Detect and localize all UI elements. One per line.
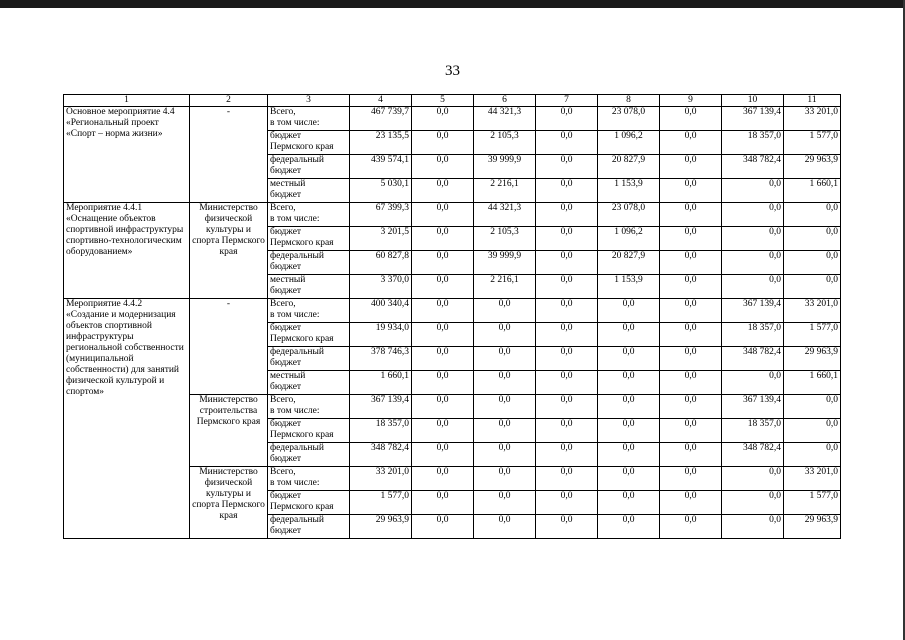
- amount-cell: 0,0: [660, 419, 722, 443]
- table-row: [64, 107, 841, 131]
- amount-cell: 1 660,1: [350, 371, 412, 395]
- amount-cell: 348 782,4: [350, 443, 412, 467]
- funding-source-cell: бюджет Пермского края: [268, 491, 350, 515]
- amount-cell: 18 357,0: [350, 419, 412, 443]
- funding-source-cell: Всего, в том числе:: [268, 107, 350, 131]
- amount-cell: 0,0: [536, 467, 598, 491]
- amount-cell: 0,0: [412, 131, 474, 155]
- amount-cell: 44 321,3: [474, 203, 536, 227]
- amount-cell: 0,0: [536, 179, 598, 203]
- amount-cell: 0,0: [536, 347, 598, 371]
- amount-cell: 0,0: [660, 299, 722, 323]
- amount-cell: 0,0: [412, 203, 474, 227]
- amount-cell: 0,0: [474, 299, 536, 323]
- amount-cell: 0,0: [536, 515, 598, 539]
- amount-cell: 0,0: [536, 275, 598, 299]
- funding-source-cell: федеральный бюджет: [268, 515, 350, 539]
- amount-cell: 5 030,1: [350, 179, 412, 203]
- amount-cell: 0,0: [536, 227, 598, 251]
- activity-name-cell: Основное мероприятие 4.4 «Региональный проект «Спорт – норма жизни»: [64, 107, 190, 203]
- funding-source-cell: местный бюджет: [268, 275, 350, 299]
- amount-cell: 0,0: [474, 491, 536, 515]
- column-number-cell: 3: [268, 95, 350, 107]
- amount-cell: 1 577,0: [784, 491, 841, 515]
- amount-cell: 0,0: [598, 323, 660, 347]
- amount-cell: 18 357,0: [722, 419, 784, 443]
- funding-source-cell: местный бюджет: [268, 371, 350, 395]
- amount-cell: 0,0: [784, 275, 841, 299]
- scan-top-edge: [0, 0, 905, 8]
- amount-cell: 1 577,0: [350, 491, 412, 515]
- amount-cell: 20 827,9: [598, 155, 660, 179]
- amount-cell: 0,0: [660, 131, 722, 155]
- amount-cell: 0,0: [660, 371, 722, 395]
- amount-cell: 0,0: [660, 323, 722, 347]
- amount-cell: 29 963,9: [784, 155, 841, 179]
- amount-cell: 367 139,4: [350, 395, 412, 419]
- funding-source-cell: Всего, в том числе:: [268, 299, 350, 323]
- amount-cell: 23 078,0: [598, 203, 660, 227]
- funding-source-cell: бюджет Пермского края: [268, 227, 350, 251]
- table-row: [64, 299, 841, 323]
- funding-source-cell: Всего, в том числе:: [268, 395, 350, 419]
- budget-table: [63, 94, 841, 539]
- amount-cell: 0,0: [536, 491, 598, 515]
- amount-cell: 0,0: [598, 299, 660, 323]
- amount-cell: 3 370,0: [350, 275, 412, 299]
- amount-cell: 0,0: [598, 371, 660, 395]
- amount-cell: 0,0: [722, 491, 784, 515]
- amount-cell: 0,0: [784, 419, 841, 443]
- amount-cell: 0,0: [536, 131, 598, 155]
- amount-cell: 0,0: [722, 203, 784, 227]
- column-number-cell: 2: [190, 95, 268, 107]
- amount-cell: 18 357,0: [722, 131, 784, 155]
- amount-cell: 348 782,4: [722, 347, 784, 371]
- amount-cell: 0,0: [660, 275, 722, 299]
- executor-cell: Министерство физической культуры и спорта Пермского края: [190, 203, 268, 299]
- amount-cell: 0,0: [784, 443, 841, 467]
- amount-cell: 0,0: [412, 443, 474, 467]
- amount-cell: 0,0: [784, 395, 841, 419]
- amount-cell: 0,0: [412, 371, 474, 395]
- amount-cell: 0,0: [660, 467, 722, 491]
- amount-cell: 0,0: [722, 275, 784, 299]
- amount-cell: 0,0: [722, 251, 784, 275]
- column-number-row: [64, 95, 841, 107]
- funding-source-cell: бюджет Пермского края: [268, 131, 350, 155]
- amount-cell: 0,0: [784, 227, 841, 251]
- column-number-cell: 4: [350, 95, 412, 107]
- table-body: [64, 95, 841, 539]
- amount-cell: 18 357,0: [722, 323, 784, 347]
- amount-cell: 0,0: [660, 107, 722, 131]
- amount-cell: 0,0: [722, 371, 784, 395]
- amount-cell: 33 201,0: [350, 467, 412, 491]
- amount-cell: 23 078,0: [598, 107, 660, 131]
- amount-cell: 348 782,4: [722, 155, 784, 179]
- amount-cell: 1 577,0: [784, 131, 841, 155]
- amount-cell: 0,0: [598, 347, 660, 371]
- amount-cell: 348 782,4: [722, 443, 784, 467]
- funding-source-cell: местный бюджет: [268, 179, 350, 203]
- activity-name-cell: Мероприятие 4.4.2 «Создание и модернизация объектов спортивной инфраструктуры региональной собственности (муниципальной собственности) для занятий физической культурой и спортом»: [64, 299, 190, 539]
- amount-cell: 0,0: [660, 251, 722, 275]
- amount-cell: 0,0: [784, 251, 841, 275]
- amount-cell: 1 153,9: [598, 275, 660, 299]
- column-number-cell: 1: [64, 95, 190, 107]
- amount-cell: 0,0: [660, 155, 722, 179]
- amount-cell: 0,0: [412, 419, 474, 443]
- amount-cell: 0,0: [598, 515, 660, 539]
- funding-source-cell: федеральный бюджет: [268, 347, 350, 371]
- amount-cell: 0,0: [660, 443, 722, 467]
- table-row: [64, 203, 841, 227]
- amount-cell: 39 999,9: [474, 251, 536, 275]
- amount-cell: 0,0: [536, 203, 598, 227]
- amount-cell: 0,0: [474, 515, 536, 539]
- amount-cell: 2 216,1: [474, 179, 536, 203]
- amount-cell: 0,0: [536, 251, 598, 275]
- activity-name-cell: Мероприятие 4.4.1 «Оснащение объектов спортивной инфраструктуры спортивно-технологическим оборудованием»: [64, 203, 190, 299]
- amount-cell: 0,0: [722, 467, 784, 491]
- column-number-cell: 9: [660, 95, 722, 107]
- column-number-cell: 6: [474, 95, 536, 107]
- amount-cell: 20 827,9: [598, 251, 660, 275]
- amount-cell: 0,0: [412, 347, 474, 371]
- amount-cell: 367 139,4: [722, 107, 784, 131]
- amount-cell: 439 574,1: [350, 155, 412, 179]
- amount-cell: 0,0: [412, 323, 474, 347]
- amount-cell: 467 739,7: [350, 107, 412, 131]
- amount-cell: 33 201,0: [784, 107, 841, 131]
- amount-cell: 367 139,4: [722, 299, 784, 323]
- amount-cell: 0,0: [474, 467, 536, 491]
- amount-cell: 0,0: [474, 419, 536, 443]
- amount-cell: 0,0: [722, 515, 784, 539]
- executor-cell: -: [190, 299, 268, 395]
- executor-cell: -: [190, 107, 268, 203]
- amount-cell: 0,0: [536, 443, 598, 467]
- amount-cell: 1 096,2: [598, 131, 660, 155]
- amount-cell: 1 660,1: [784, 371, 841, 395]
- amount-cell: 0,0: [784, 203, 841, 227]
- amount-cell: 0,0: [474, 371, 536, 395]
- column-number-cell: 7: [536, 95, 598, 107]
- amount-cell: 400 340,4: [350, 299, 412, 323]
- column-number-cell: 10: [722, 95, 784, 107]
- amount-cell: 2 216,1: [474, 275, 536, 299]
- amount-cell: 0,0: [660, 347, 722, 371]
- amount-cell: 0,0: [660, 491, 722, 515]
- amount-cell: 60 827,8: [350, 251, 412, 275]
- funding-source-cell: Всего, в том числе:: [268, 467, 350, 491]
- amount-cell: 0,0: [412, 395, 474, 419]
- amount-cell: 0,0: [412, 491, 474, 515]
- amount-cell: 33 201,0: [784, 467, 841, 491]
- amount-cell: 29 963,9: [784, 347, 841, 371]
- funding-source-cell: бюджет Пермского края: [268, 419, 350, 443]
- executor-cell: Министерство строительства Пермского края: [190, 395, 268, 467]
- amount-cell: 0,0: [536, 323, 598, 347]
- column-number-cell: 11: [784, 95, 841, 107]
- funding-source-cell: федеральный бюджет: [268, 251, 350, 275]
- amount-cell: 0,0: [412, 275, 474, 299]
- amount-cell: 0,0: [536, 371, 598, 395]
- amount-cell: 44 321,3: [474, 107, 536, 131]
- amount-cell: 0,0: [660, 515, 722, 539]
- amount-cell: 0,0: [660, 179, 722, 203]
- amount-cell: 0,0: [598, 443, 660, 467]
- amount-cell: 0,0: [722, 179, 784, 203]
- amount-cell: 0,0: [474, 323, 536, 347]
- funding-source-cell: федеральный бюджет: [268, 155, 350, 179]
- amount-cell: 29 963,9: [350, 515, 412, 539]
- amount-cell: 1 153,9: [598, 179, 660, 203]
- amount-cell: 33 201,0: [784, 299, 841, 323]
- amount-cell: 2 105,3: [474, 131, 536, 155]
- amount-cell: 0,0: [660, 203, 722, 227]
- amount-cell: 0,0: [536, 419, 598, 443]
- amount-cell: 0,0: [536, 155, 598, 179]
- amount-cell: 0,0: [412, 251, 474, 275]
- amount-cell: 1 096,2: [598, 227, 660, 251]
- amount-cell: 0,0: [412, 299, 474, 323]
- amount-cell: 1 660,1: [784, 179, 841, 203]
- amount-cell: 67 399,3: [350, 203, 412, 227]
- amount-cell: 0,0: [412, 467, 474, 491]
- amount-cell: 0,0: [598, 419, 660, 443]
- amount-cell: 0,0: [598, 395, 660, 419]
- amount-cell: 23 135,5: [350, 131, 412, 155]
- funding-source-cell: бюджет Пермского края: [268, 323, 350, 347]
- column-number-cell: 5: [412, 95, 474, 107]
- amount-cell: 0,0: [474, 347, 536, 371]
- amount-cell: 378 746,3: [350, 347, 412, 371]
- amount-cell: 39 999,9: [474, 155, 536, 179]
- funding-source-cell: федеральный бюджет: [268, 443, 350, 467]
- amount-cell: 0,0: [660, 227, 722, 251]
- amount-cell: 29 963,9: [784, 515, 841, 539]
- amount-cell: 0,0: [536, 107, 598, 131]
- column-number-cell: 8: [598, 95, 660, 107]
- amount-cell: 19 934,0: [350, 323, 412, 347]
- executor-cell: Министерство физической культуры и спорта Пермского края: [190, 467, 268, 539]
- amount-cell: 0,0: [474, 395, 536, 419]
- amount-cell: 0,0: [412, 515, 474, 539]
- amount-cell: 3 201,5: [350, 227, 412, 251]
- funding-source-cell: Всего, в том числе:: [268, 203, 350, 227]
- amount-cell: 0,0: [722, 227, 784, 251]
- amount-cell: 0,0: [598, 491, 660, 515]
- amount-cell: 0,0: [412, 179, 474, 203]
- amount-cell: 0,0: [598, 467, 660, 491]
- amount-cell: 0,0: [474, 443, 536, 467]
- amount-cell: 0,0: [660, 395, 722, 419]
- amount-cell: 0,0: [412, 155, 474, 179]
- amount-cell: 367 139,4: [722, 395, 784, 419]
- amount-cell: 0,0: [412, 107, 474, 131]
- amount-cell: 0,0: [536, 395, 598, 419]
- amount-cell: 2 105,3: [474, 227, 536, 251]
- amount-cell: 0,0: [536, 299, 598, 323]
- page-number: 33: [445, 63, 460, 79]
- amount-cell: 0,0: [412, 227, 474, 251]
- amount-cell: 1 577,0: [784, 323, 841, 347]
